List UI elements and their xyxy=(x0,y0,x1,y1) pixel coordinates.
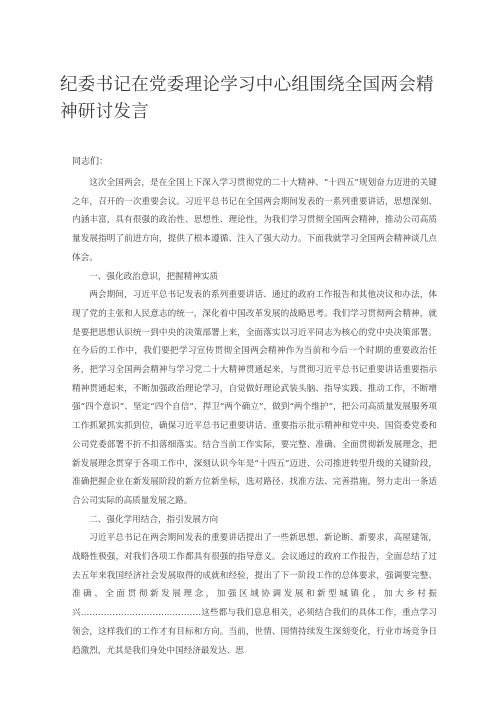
intro-paragraph: 这次全国两会，是在全国上下深入学习贯彻党的二十大精神、“十四五”规划奋力迈进的关键之年，召开的一次重要会议。习近平总书记在全国两会期间发表的一系列重要讲话，思想深刻、内涵丰富，具有很强的政治性、思想性、理论性，为我们学习贯彻全国两会精神，推动公司高质量发展指明了前进方向，提供了根本遵循、注入了强大动力。下面我就学习全国两会精神谈几点体会。 xyxy=(72,178,437,263)
document-title: 纪委书记在党委理论学习中心组围绕全国两会精神研讨发言 xyxy=(60,75,434,122)
section-2-heading: 二、强化学用结合，指引发展方向 xyxy=(89,514,219,525)
document-body xyxy=(72,174,437,660)
salutation: 同志们： xyxy=(72,157,109,167)
section-2-paragraph: 习近平总书记在两会期间发表的重要讲话提出了一些新思想、新论断、新要求，高屋建瓴，战略性极强，对我们各项工作都具有很强的指导意义。会议通过的政府工作报告，全面总结了过去五年来我国经济社会发展取得的成就和经验，提出了下一阶段工作的总体要求，强调要完整、准确、全面贯彻新发展理念，加强区域协调发展和新型城镇化，加大乡村振兴……………………………………这些都与我们息息相关，必须结合我们的具体工作，重点学习领会，这样我们的工作才有目标和方向。当前，世情、国情持续发生深刻变化，行业市场竞争日趋激烈，尤其是我们身处中国经济最发达、思 xyxy=(72,533,437,656)
section-1-paragraph: 两会期间，习近平总书记发表的系列重要讲话、通过的政府工作报告和其他决议和办法，体现了党的主张和人民意志的统一，深化着中国改革发展的战略思考。我们学习贯彻两会精神，就是要把思想认识统一到中央的决策部署上来，全面落实以习近平同志为核心的党中央决策部署。在今后的工作中，我们要把学习宣传贯彻全国两会精神作为当前和今后一个时期的重要政治任务，把学习全国两会精神与学习党二十大精神贯通起来，与贯彻习近平总书记重要讲话重要指示精神贯通起来，不断加强政治理论学习，自觉做好理论武装头脑、指导实践、推动工作，不断增强“四个意识”、坚定“四个自信”、捍卫“两个确立”，做到“两个维护”，把公司高质量发展服务项工作抓紧抓实抓到位，确保习近平总书记重要讲话、重要指示批示精神和党中央、国资委党委和公司党委部署不折不扣落细落实。结合当前工作实际，要完整、准确、全面贯彻新发展理念，把新发展理念贯穿于各项工作中，深刻认识今年是“十四五”迈进、公司推进转型升级的关键阶段，准确把握企业在新发展阶段的新方位新坐标，选对路径、找准方法、完善措施，努力走出一条适合公司实际的高质量发展之路。 xyxy=(72,290,437,506)
section-1-heading: 一、强化政治意识，把握精神实质 xyxy=(89,271,219,282)
